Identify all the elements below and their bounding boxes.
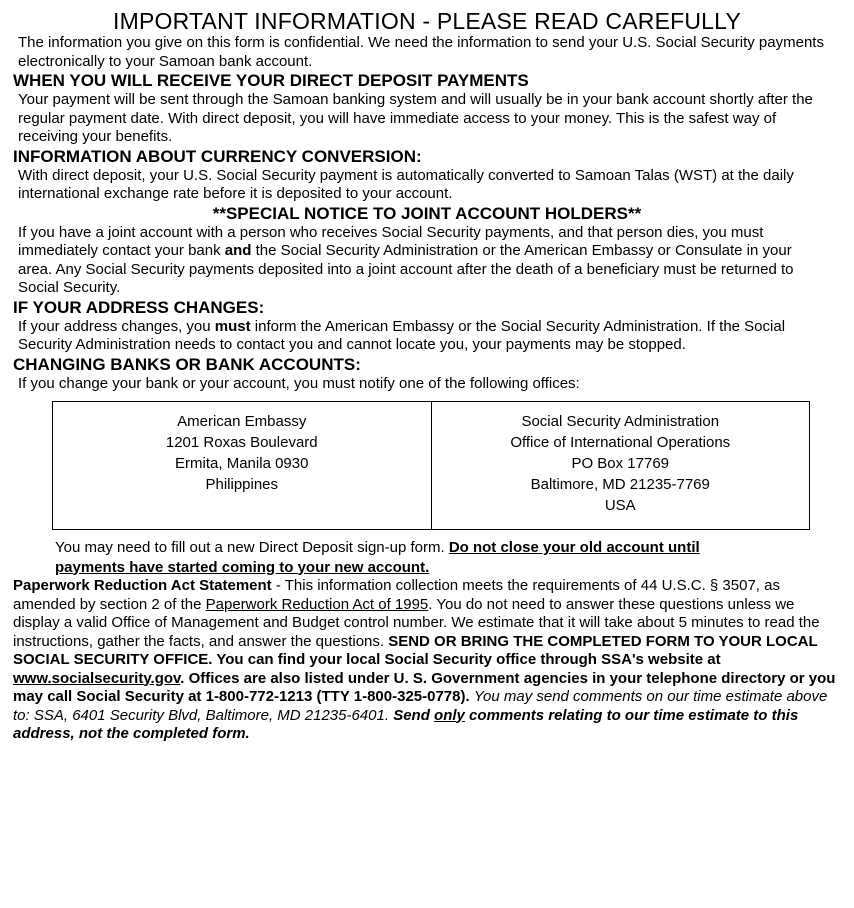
- office-cell-ssa: Social Security Administration Office of International Operations PO Box 17769 Baltimore, MD 21235-7769 USA: [431, 402, 810, 530]
- paragraph-currency-conversion: With direct deposit, your U.S. Social Security payment is automatically converted to Samoan Talas (WST) at the daily international exchange rate before it is deposited to your account.: [18, 166, 794, 202]
- new-account-note: You may need to fill out a new Direct Deposit sign-up form. Do not close your old account until payments have started coming to your new account.: [55, 539, 700, 576]
- heading-changing-banks: CHANGING BANKS OR BANK ACCOUNTS:: [13, 354, 361, 374]
- office-cell-american-embassy: American Embassy 1201 Roxas Boulevard Ermita, Manila 0930 Philippines: [53, 402, 432, 530]
- paperwork-reduction-statement: Paperwork Reduction Act Statement - This information collection meets the requirements of 44 U.S.C. § 3507, as amended by section 2 of the Paperwork Reduction Act of 1995. You do not need to answer these questions unless we display a valid Office of Management and Budget control number. We estimate that it will take about 5 minutes to read the instructions, gather the facts, and answer the questions. SEND OR BRING THE COMPLETED FORM TO YOUR LOCAL SOCIAL SECURITY OFFICE. You can find your local Social Security office through SSA's website at www.socialsecurity.gov. Offices are also listed under U. S. Government agencies in your telephone directory or you may call Social Security at 1-800-772-1213 (TTY 1-800-325-0778). You may send comments on our time estimate above to: SSA, 6401 Security Blvd, Baltimore, MD 21235-6401. Send only comments relating to our time estimate to this address, not the completed form.: [13, 577, 836, 742]
- paragraph-direct-deposit-payments: Your payment will be sent through the Samoan banking system and will usually be in your bank account shortly after the regular payment date. With direct deposit, you will have immediate access to your money. This is the safest way of receiving your benefits.: [18, 91, 813, 145]
- intro-paragraph: The information you give on this form is confidential. We need the information to send your U.S. Social Security payments electronically to your Samoan bank account.: [18, 34, 824, 70]
- heading-address-changes: IF YOUR ADDRESS CHANGES:: [13, 297, 265, 317]
- paragraph-changing-banks: If you change your bank or your account, you must notify one of the following offices:: [18, 374, 580, 392]
- paragraph-joint-account-notice: If you have a joint account with a person who receives Social Security payments, and that person dies, you must immediately contact your bank and the Social Security Administration or the American Embassy or Consulate in your area. Any Social Security payments deposited into a joint account after the death of a beneficiary must be returned to Social Security.: [18, 223, 794, 296]
- heading-joint-account-notice: **SPECIAL NOTICE TO JOINT ACCOUNT HOLDERS**: [212, 203, 642, 223]
- heading-direct-deposit-payments: WHEN YOU WILL RECEIVE YOUR DIRECT DEPOSIT PAYMENTS: [13, 71, 529, 90]
- offices-table: [52, 401, 810, 530]
- page-title: IMPORTANT INFORMATION - PLEASE READ CAREFULLY: [113, 8, 741, 34]
- heading-currency-conversion: INFORMATION ABOUT CURRENCY CONVERSION:: [13, 146, 422, 166]
- offices-table-row: [53, 402, 810, 530]
- paragraph-address-changes: If your address changes, you must inform the American Embassy or the Social Security Administration. If the Social Security Administration needs to contact you and cannot locate you, your payments may be stopped.: [18, 317, 786, 353]
